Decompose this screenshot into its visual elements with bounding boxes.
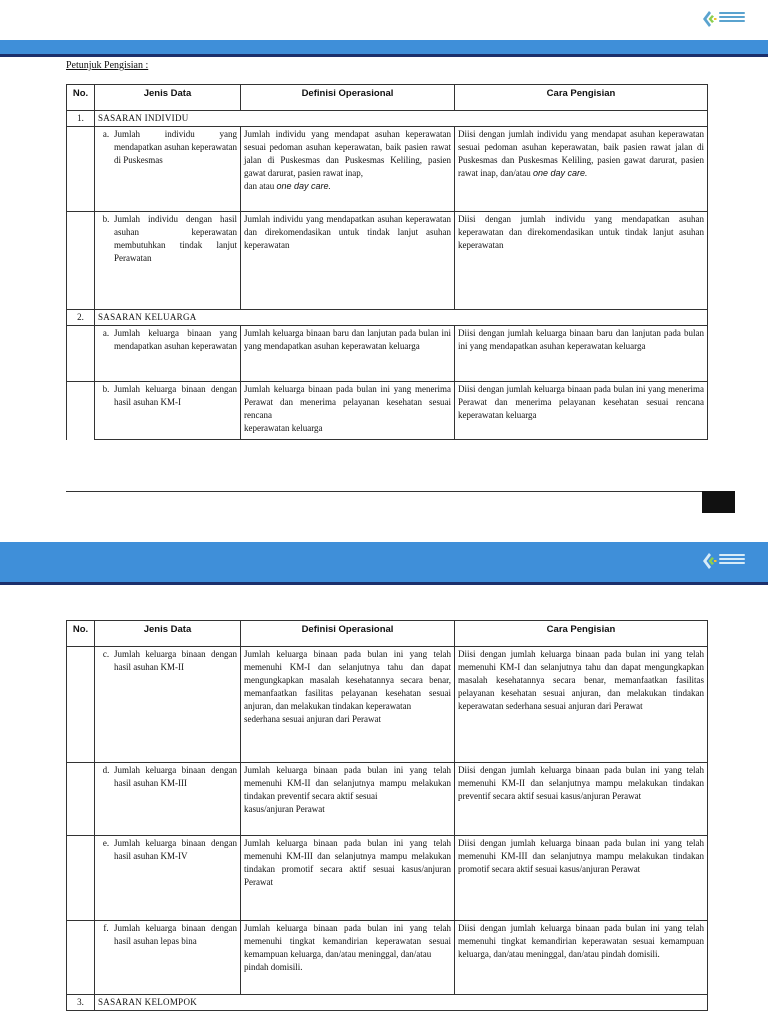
table-row: [67, 763, 708, 836]
definisi-tail: dan atau: [244, 181, 275, 191]
slide-header: [0, 0, 768, 40]
section-title: SASARAN INDIVIDU: [95, 111, 708, 127]
data-definition-table: [66, 84, 708, 440]
item-text: Jumlah individu yang mendapatkan asuhan keperawatan di Puskesmas: [114, 129, 237, 165]
definisi-cell: Jumlah keluarga binaan pada bulan ini yang telah memenuhi KM-III dan selanjutnya mampu melakukan tindakan promotif secara aktif sesuai kasus/anjuran Perawat: [241, 836, 455, 921]
blue-header-band: [0, 40, 768, 54]
navy-header-line: [0, 582, 768, 585]
table-row: [67, 127, 708, 212]
cara-cell: Diisi dengan jumlah keluarga binaan pada bulan ini yang telah memenuhi tingkat kemandirian keperawatan sesuai kemampuan keluarga, dan/atau meninggal, dan/atau pindah domisili.: [455, 921, 708, 995]
section-row: [67, 310, 708, 326]
definisi-cell: [241, 647, 455, 763]
header-jenis-data: Jenis Data: [95, 85, 241, 111]
definisi-tail: pindah domisili.: [244, 962, 303, 972]
definisi-tail: keperawatan keluarga: [244, 423, 323, 433]
table-row: [67, 326, 708, 382]
definisi-cell: Jumlah individu yang mendapatkan asuhan keperawatan dan direkomendasikan untuk tindak lanjut asuhan keperawatan: [241, 212, 455, 310]
instruction-title: Petunjuk Pengisian :: [66, 60, 149, 71]
table-row: [67, 921, 708, 995]
logo-mark-icon: [700, 552, 718, 570]
section-number: 2.: [67, 310, 95, 326]
item-letter: b.: [102, 384, 110, 394]
section-title: SASARAN KELOMPOK: [95, 995, 708, 1011]
definisi-tail: kasus/anjuran Perawat: [244, 804, 325, 814]
data-definition-table: [66, 620, 708, 1011]
item-letter: f.: [103, 923, 109, 933]
blue-header-band: [0, 542, 768, 582]
item-letter: e.: [102, 838, 110, 848]
definisi-cell: [241, 382, 455, 440]
page-number-box: [702, 491, 735, 513]
item-letter: a.: [102, 129, 110, 139]
header-definisi: Definisi Operasional: [241, 85, 455, 111]
logo-wordmark: [719, 12, 745, 26]
cara-cell: Diisi dengan jumlah keluarga binaan pada bulan ini yang telah memenuhi KM-II dan selanjutnya mampu melakukan tindakan preventif secara aktif sesuai kasus/anjuran Perawat: [455, 763, 708, 836]
cara-italic: one day care.: [532, 168, 588, 178]
table-row: [67, 382, 708, 440]
jenis-data-cell: [95, 921, 241, 995]
section-number: 1.: [67, 111, 95, 127]
header-cara: Cara Pengisian: [455, 621, 708, 647]
item-text: Jumlah keluarga binaan dengan hasil asuhan KM-IV: [114, 838, 237, 861]
cara-cell: Diisi dengan jumlah keluarga binaan pada bulan ini yang telah memenuhi KM-III dan selanjutnya mampu melakukan tindakan promotif secara aktif sesuai kasus/anjuran Perawat: [455, 836, 708, 921]
table-row: [67, 212, 708, 310]
cara-cell: Diisi dengan jumlah individu yang mendapatkan asuhan keperawatan dan direkomendasikan untuk tindak lanjut asuhan keperawatan: [455, 212, 708, 310]
item-text: Jumlah keluarga binaan dengan hasil asuhan KM-I: [114, 384, 237, 407]
header-definisi: Definisi Operasional: [241, 621, 455, 647]
item-letter: d.: [102, 765, 110, 775]
definisi-text: Jumlah keluarga binaan pada bulan ini yang telah memenuhi KM-I dan selanjutnya tahu dan dapat mengungkapkan masalah kesehatannya secara benar, memanfaatkan fasilitas pelayanan kesehatan sesuai anjuran, dan melakukan tindakan keperawatan: [244, 649, 451, 711]
item-letter: c.: [102, 649, 110, 659]
logo-mark-icon: [700, 10, 718, 28]
jenis-data-cell: [95, 382, 241, 440]
cara-cell: Diisi dengan jumlah keluarga binaan baru dan lanjutan pada bulan ini yang mendapatkan asuhan keperawatan keluarga: [455, 326, 708, 382]
item-text: Jumlah keluarga binaan dengan hasil asuhan KM-II: [114, 649, 237, 672]
item-text: Jumlah keluarga binaan dengan hasil asuhan KM-III: [114, 765, 237, 788]
table-header-row: [67, 621, 708, 647]
item-letter: a.: [102, 328, 110, 338]
cara-text: Diisi dengan jumlah individu yang mendapat asuhan keperawatan sesuai pedoman asuhan keperawatan, baik pasien rawat jalan di Puskesmas dan Puskesmas Keliling, pasien gawat darurat, pasien rawat inap, dan/atau: [458, 129, 704, 178]
section-title: SASARAN KELUARGA: [95, 310, 708, 326]
cara-cell: Diisi dengan jumlah keluarga binaan pada bulan ini yang telah memenuhi KM-I dan selanjutnya tahu dan dapat mengungkapkan masalah kesehatannya secara benar, memanfaatkan fasilitas pelayanan kesehatan sesuai anjuran, dan melakukan tindakan keperawatan sederhana sesuai anjuran dari Perawat: [455, 647, 708, 763]
item-text: Jumlah keluarga binaan yang mendapatkan asuhan keperawatan: [114, 328, 237, 351]
item-text: Jumlah keluarga binaan dengan hasil asuhan lepas bina: [114, 923, 237, 946]
cara-cell: Diisi dengan jumlah keluarga binaan pada bulan ini yang menerima Perawat dan menerima pelayanan kesehatan sesuai rencana keperawatan keluarga: [455, 382, 708, 440]
item-text: Jumlah individu dengan hasil asuhan keperawatan membutuhkan tindak lanjut Perawatan: [114, 214, 237, 263]
cara-cell: [455, 127, 708, 212]
table-row: [67, 647, 708, 763]
definisi-tail: sederhana sesuai anjuran dari Perawat: [244, 714, 381, 724]
kemenkes-logo-icon: [700, 550, 744, 574]
table-header-row: [67, 85, 708, 111]
kemenkes-logo-icon: [700, 8, 744, 32]
jenis-data-cell: [95, 763, 241, 836]
jenis-data-cell: [95, 127, 241, 212]
header-no: No.: [67, 621, 95, 647]
section-number: 3.: [67, 995, 95, 1011]
logo-wordmark: [719, 554, 745, 568]
definisi-text: Jumlah keluarga binaan pada bulan ini yang telah memenuhi KM-II dan selanjutnya mampu melakukan tindakan preventif secara aktif sesuai: [244, 765, 451, 801]
definisi-text: Jumlah keluarga binaan pada bulan ini yang menerima Perawat dan menerima pelayanan kesehatan sesuai rencana: [244, 384, 451, 420]
definisi-text: Jumlah keluarga binaan pada bulan ini yang telah memenuhi tingkat kemandirian keperawatan sesuai kemampuan keluarga, dan/atau meninggal, dan/atau: [244, 923, 451, 959]
jenis-data-cell: [95, 836, 241, 921]
jenis-data-cell: [95, 212, 241, 310]
definisi-cell: Jumlah keluarga binaan baru dan lanjutan pada bulan ini yang mendapatkan asuhan keperawatan keluarga: [241, 326, 455, 382]
header-jenis-data: Jenis Data: [95, 621, 241, 647]
definisi-cell: [241, 127, 455, 212]
footer-divider: [66, 491, 707, 492]
item-letter: b.: [102, 214, 110, 224]
table-row: [67, 836, 708, 921]
jenis-data-cell: [95, 326, 241, 382]
slide-page-2: [0, 542, 768, 1024]
navy-header-line: [0, 54, 768, 57]
section-row: [67, 111, 708, 127]
section-row: [67, 995, 708, 1011]
definisi-cell: [241, 763, 455, 836]
definisi-italic: one day care.: [276, 181, 332, 191]
header-no: No.: [67, 85, 95, 111]
definisi-cell: [241, 921, 455, 995]
jenis-data-cell: [95, 647, 241, 763]
header-cara: Cara Pengisian: [455, 85, 708, 111]
definisi-text: Jumlah individu yang mendapat asuhan keperawatan sesuai pedoman asuhan keperawatan, baik pasien rawat jalan di Puskesmas dan Puskesmas Keliling, pasien gawat darurat, pasien rawat inap,: [244, 129, 451, 178]
